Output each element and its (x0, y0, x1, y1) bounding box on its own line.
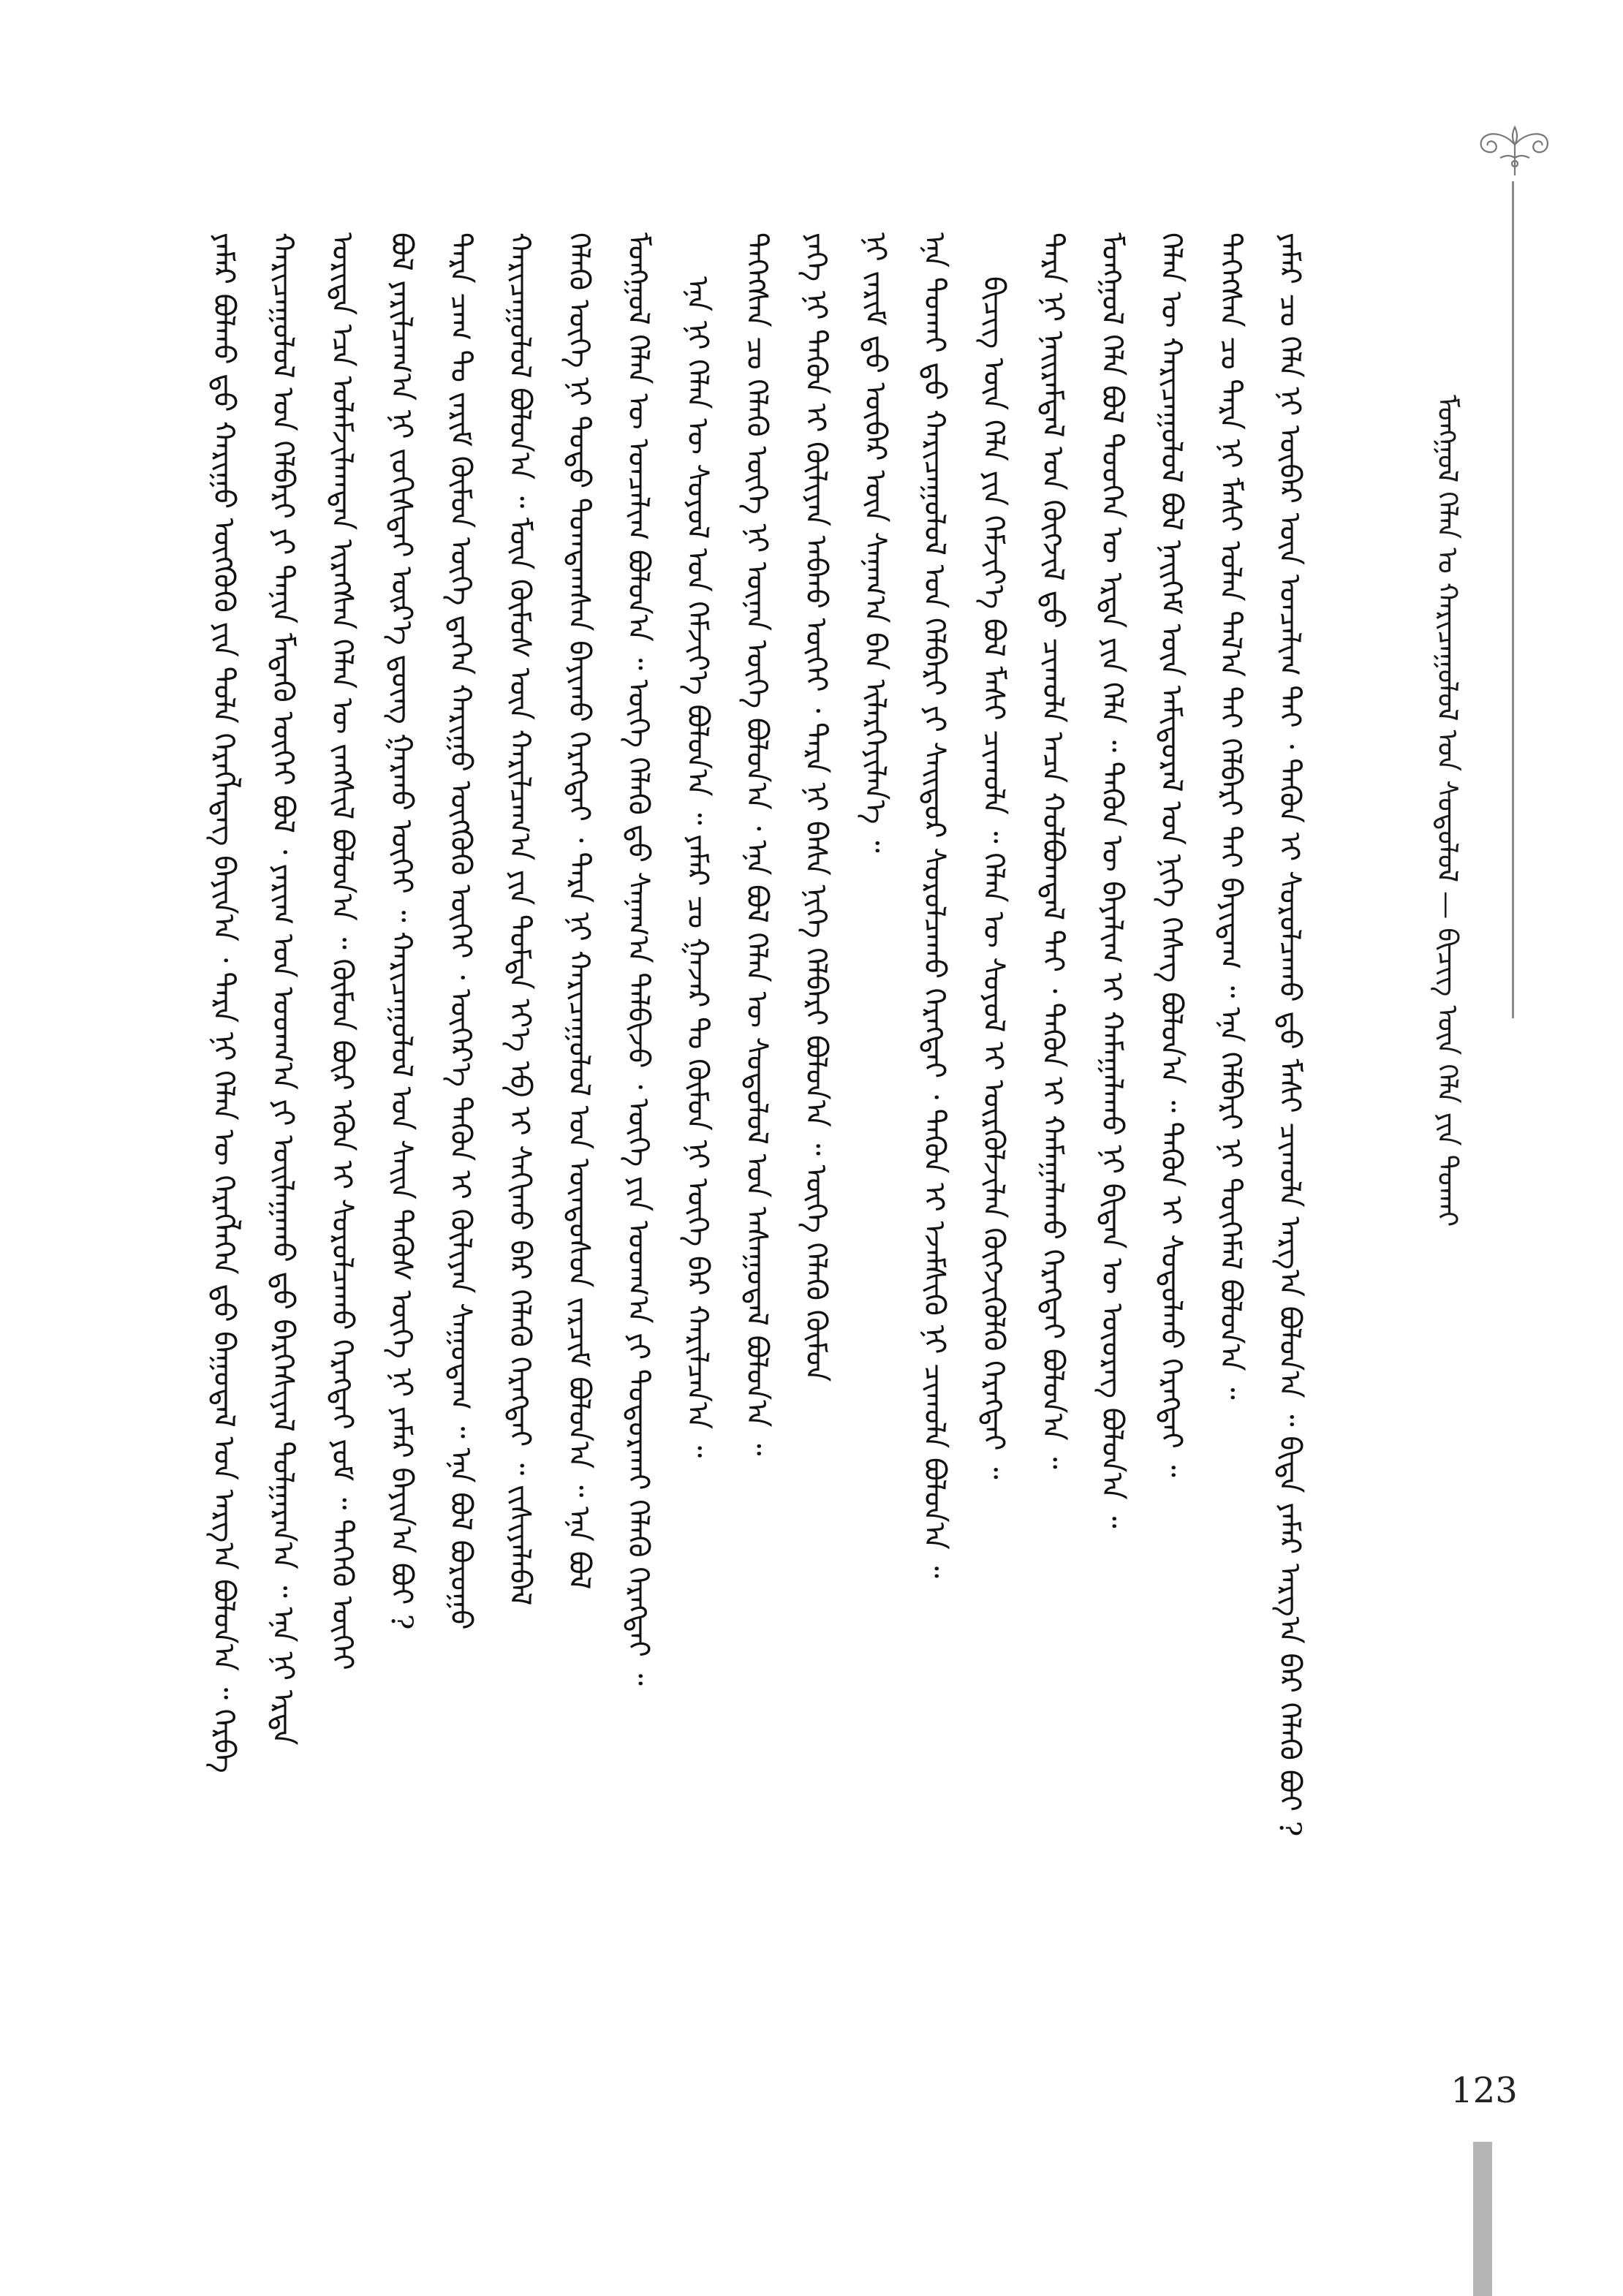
text-column: ᠪᠣᠯ ᠶᠠᠷᠢᠯᠴᠠᠭ᠎ᠠ ᠨᠢ ᠵᠣᠬᠢᠰᠲᠠᠢ ᠦᠷ᠎ᠡ ᠳ᠋ᠦᠩ ᠭᠠᠷᠬᠤ ᠦᠭᠡᠢ ᠃ ᠬᠠᠷᠢᠴᠠᠭᠤᠯᠤᠯ ᠤᠨ ᠰᠠᠢᠨ ᠲᠡᠭᠦᠰ ᠦᠭᠡ ᠨᠢ ᠶᠠᠮᠠᠷ ᠪᠠᠶᠢᠨ᠎ᠠ ᠪᠤᠢ ? (385, 232, 418, 1630)
text-column: ᠡᠨᠡ ᠨᠢ ᠬᠡᠯᠡᠨ ᠦ ᠰᠣᠶᠣᠯ ᠤᠨ ᠬᠡᠮᠵᠢᠶ᠎ᠡ ᠪᠣᠯᠤᠨ᠎ᠠ ᠃ ᠶᠠᠮᠠᠷ ᠴᠤ ᠭᠠᠵᠠᠷ ᠲᠤ ᠬᠦᠮᠦᠨ ᠨᠢ ᠦᠭᠡ ᠪᠡᠷ ᠬᠠᠷᠢᠯᠴᠠᠨ᠎ᠠ ᠃ (681, 276, 714, 1458)
text-column: ᠬᠡᠯᠡᠨ ᠦ ᠬᠠᠷᠢᠴᠠᠭᠤᠯᠤᠯ ᠪᠣᠯ ᠨᠡᠢᠭᠡᠮ ᠦᠨ ᠠᠮᠢᠳᠤᠷᠠᠯ ᠤᠨ ᠨᠢᠭᠡ ᠬᠡᠰᠡᠭ ᠪᠣᠯᠤᠨ᠎ᠠ ᠃ ᠲᠡᠭᠦᠨ ᠢ ᠰᠤᠳᠤᠯᠬᠤ ᠬᠡᠷᠡᠭᠲᠡᠢ ᠃ (1154, 232, 1188, 1477)
text-column: ᠤᠷᠢᠳᠠ ᠡᠴᠡ ᠤᠯᠠᠮᠵᠢᠯᠠᠭᠳᠠᠨ ᠢᠷᠡᠭᠰᠡᠨ ᠬᠡᠯᠡᠨ ᠦ ᠵᠠᠩᠱᠢᠯ ᠪᠣᠯᠤᠨ᠎ᠠ ᠃ ᠬᠦᠮᠦᠨ ᠪᠦᠷ ᠡᠭᠦᠨ ᠢ ᠰᠤᠷᠤᠯᠴᠠᠬᠤ ᠬᠡᠷᠡᠭᠲᠡᠢ ᠶᠤᠮ ᠃ ᠲᠡᠭᠡᠬᠦ ᠦᠭᠡᠢ (325, 232, 359, 1670)
text-column: ᠬᠠᠷᠢᠴᠠᠭᠤᠯᠤᠯ ᠪᠣᠯᠤᠨ᠎ᠠ ᠃ ᠮᠥᠨ ᠬᠦᠮᠦᠰ ᠦᠨ ᠬᠠᠷᠢᠯᠴᠠᠭ᠎ᠠ ᠶᠢᠨ ᠳᠤᠮᠳᠠ ᠡᠶ᠎ᠡ ᠡᠪ ᠢ ᠰᠠᠬᠢᠬᠤ ᠪᠠᠷ ᠬᠡᠯᠡᠬᠦ ᠬᠡᠷᠡᠭᠲᠡᠢ ᠃ ᠵᠢᠱᠢᠶᠡᠯᠡᠪᠡᠯ (503, 232, 537, 1606)
running-head: ᠮᠣᠩᠭᠣᠯ ᠬᠡᠯᠡᠨ ᠤ ᠬᠠᠷᠢᠴᠠᠭᠤᠯᠤᠯ ᠤᠨ ᠰᠤᠳᠤᠯᠤᠯ — ᠪᠢᠴᠢᠭ ᠦᠨ ᠬᠡᠯᠡ ᠶᠢᠨ ᠲᠤᠬᠠᠢ (1431, 395, 1464, 1227)
body-text (194, 232, 1396, 2000)
text-column: ᠪᠢᠴᠢᠭ ᠦᠨ ᠬᠡᠯᠡ ᠶᠢᠨ ᠬᠡᠮᠵᠢᠶ᠎ᠡ ᠪᠣᠯ ᠮᠠᠰᠢ ᠴᠢᠬᠤᠯᠠ ᠃ ᠬᠡᠯᠡᠨ ᠦ ᠰᠣᠶᠣᠯ ᠢ ᠦᠷᠭᠦᠯᠵᠢᠯᠡᠨ ᠬᠥᠭᠵᠢᠭᠦᠯᠬᠦ ᠬᠡᠷᠡᠭᠲᠡᠢ ᠃ (977, 276, 1010, 1479)
text-column: ᠮᠣᠩᠭᠣᠯ ᠬᠡᠯᠡ ᠪᠣᠯ ᠲᠤᠦᠬᠡᠨ ᠦ ᠡᠷᠲᠡ ᠶᠢᠨ ᠬᠡᠯᠡ ᠃ ᠲᠡᠭᠦᠨ ᠦ ᠪᠠᠶᠠᠯᠢᠭ ᠢ ᠬᠠᠮᠠᠭᠠᠯᠠᠬᠤ ᠨᠢ ᠪᠢᠳᠡᠨ ᠦ ᠦᠦᠷᠡᠭ ᠪᠣᠯᠤᠨ᠎ᠠ ᠃ (1095, 232, 1129, 1528)
decorative-ornament-icon (1471, 123, 1551, 181)
page-number: 123 (1450, 2070, 1518, 2111)
text-column: ᠬᠠᠷᠢᠴᠠᠭᠤᠯᠤᠯ ᠤᠨ ᠬᠡᠯᠪᠡᠷᠢ ᠶᠢ ᠲᠠᠨᠢᠨ ᠮᠡᠳᠡᠬᠦ ᠦᠭᠡᠢ ᠪᠣᠯ ᠂ ᠶᠠᠷᠢᠭ ᠤᠨ ᠤᠳᠬ᠎ᠠ ᠶᠢ ᠣᠢᠯᠠᠭᠠᠬᠤ ᠳ᠋ᠤ ᠪᠡᠷᠬᠡᠰᠢᠶᠡᠯ ᠲᠤᠯᠭᠠᠷᠠᠨ᠎ᠠ ᠃ ᠡᠨᠡ ᠨᠢ ᠡᠷᠲᠡ (266, 232, 300, 1746)
text-column: ᠬᠡᠯᠡᠬᠦ ᠦᠭᠡ ᠨᠢ ᠲᠣᠳᠣ ᠲᠣᠭᠲᠠᠭᠰᠠᠨ ᠪᠠᠶᠢᠬᠤ ᠬᠡᠷᠡᠭᠲᠡᠢ ᠂ ᠲᠡᠷᠡ ᠨᠢ ᠬᠠᠷᠢᠴᠠᠭᠤᠯᠤᠯ ᠤᠨ ᠦᠨᠳᠦᠰᠦᠨ ᠵᠠᠷᠴᠢᠮ ᠪᠣᠯᠤᠨ᠎ᠠ ᠃ ᠡᠨᠡ ᠪᠣᠯ (562, 232, 596, 1590)
text-column: ᠲᠡᠷᠡ ᠨᠢ ᠨᠠᠢᠷᠠᠮᠳᠠᠯ ᠤᠨ ᠬᠥᠭᠵᠢᠯ ᠳ᠋ᠤ ᠴᠢᠬᠤᠯᠠ ᠠᠴᠠ ᠬᠣᠯᠪᠣᠭᠳᠠᠯ ᠲᠠᠢ ᠂ ᠲᠡᠭᠦᠨ ᠢ ᠬᠠᠮᠠᠭᠠᠯᠠᠬᠤ ᠬᠡᠷᠡᠭᠲᠡᠢ ᠪᠣᠯᠤᠨ᠎ᠠ ᠃ (1036, 232, 1070, 1469)
text-column: ᠲᠡᠭᠡᠭᠰᠡᠨ ᠴᠤ ᠬᠡᠯᠡᠬᠦ ᠦᠭᠡ ᠨᠢ ᠦᠨᠡᠨ ᠦᠭᠡ ᠪᠣᠯᠤᠨ᠎ᠠ ᠂ ᠡᠨᠡ ᠪᠣᠯ ᠬᠡᠯᠡᠨ ᠦ ᠰᠤᠳᠤᠯᠤᠯ ᠤᠨ ᠠᠰᠠᠭᠤᠳᠠᠯ ᠪᠣᠯᠤᠨ᠎ᠠ ᠃ (740, 232, 773, 1456)
text-column: ᠲᠡᠷᠡ ᠴᠠᠭ ᠲᠤ ᠵᠠᠷᠢᠮ ᠬᠦᠮᠦᠨ ᠦᠭᠡ ᠳ᠋ᠡᠭᠡᠨ ᠬᠠᠷᠢᠭᠤ ᠦᠭᠭᠦᠬᠦ ᠦᠭᠡᠢ ᠂ ᠥᠭᠡᠷ᠎ᠡ ᠲᠡᠭᠦᠨ ᠢ ᠬᠦᠯᠢᠶᠡᠨ ᠰᠠᠭᠤᠳᠠᠭ ᠃ ᠡᠨᠡ ᠪᠣᠯ ᠪᠤᠷᠤᠭᠤ (444, 232, 477, 1630)
text-column: ᠡᠨᠡ ᠲᠤᠬᠠᠢ ᠳ᠋ᠤ ᠬᠠᠷᠢᠴᠠᠭᠤᠯᠤᠯ ᠤᠨ ᠬᠡᠯᠪᠡᠷᠢ ᠶᠢ ᠰᠠᠢᠲᠤᠷ ᠰᠤᠷᠤᠯᠴᠠᠬᠤ ᠬᠡᠷᠡᠭᠲᠡᠢ ᠂ ᠲᠡᠭᠦᠨ ᠢ ᠡᠵᠡᠮᠰᠢᠬᠦ ᠨᠢ ᠴᠢᠬᠤᠯᠠ ᠪᠣᠯᠤᠨ᠎ᠠ ᠃ (918, 232, 951, 1578)
text-column: ᠶᠡᠬᠡ ᠨᠢ ᠲᠡᠭᠦᠨ ᠢ ᠬᠦᠯᠢᠶᠡᠨ ᠠᠪᠬᠤ ᠦᠭᠡᠢ ᠂ ᠲᠡᠷᠡ ᠨᠢ ᠪᠠᠰᠠ ᠨᠢᠭᠡ ᠬᠡᠯᠪᠡᠷᠢ ᠪᠣᠯᠤᠨ᠎ᠠ ᠃ ᠦᠭᠡ ᠬᠡᠯᠡᠬᠦ ᠬᠦᠮᠦᠨ (799, 232, 833, 1382)
text-column: ᠨᠢ ᠵᠠᠷᠢᠮ ᠳ᠋ᠤ ᠥᠪᠡᠷ ᠦᠨ ᠰᠠᠨᠠᠭ᠎ᠠ ᠪᠠᠨ ᠢᠯᠡᠷᠬᠡᠶᠢᠯᠡᠨ᠎ᠡ ᠃ (858, 232, 892, 853)
page-edge-tab (1473, 2142, 1492, 2296)
text-column: ᠮᠣᠩᠭᠣᠯ ᠬᠡᠯᠡᠨ ᠦ ᠣᠨᠴᠠᠯᠢᠭ ᠪᠣᠯᠤᠨ᠎ᠠ ᠃ ᠦᠭᠡ ᠬᠡᠯᠡᠬᠦ ᠳ᠋ᠤ ᠰᠠᠨᠠᠭ᠎ᠠ ᠲᠠᠯᠪᠢᠵᠤ ᠂ ᠦᠭᠡ ᠶᠢᠨ ᠤᠳᠬ᠎ᠠ ᠶᠢ ᠲᠣᠳᠣᠷᠬᠠᠶ ᠬᠡᠯᠡᠬᠦ ᠬᠡᠷᠡᠭᠲᠡᠢ ᠃ (621, 232, 655, 1686)
text-column: ᠶᠠᠮᠠᠷ ᠴᠤ ᠬᠡᠯᠡ ᠨᠢ ᠥᠪᠡᠷ ᠦᠨ ᠣᠨᠴᠠᠯᠢᠭ ᠲᠠᠢ ᠂ ᠲᠡᠭᠦᠨ ᠢ ᠰᠤᠷᠤᠯᠴᠠᠬᠤ ᠳ᠋ᠤ ᠮᠠᠰᠢ ᠴᠢᠬᠤᠯᠠ ᠠᠷᠭ᠎ᠠ ᠪᠣᠯᠤᠨ᠎ᠠ ᠃ ᠪᠢᠳᠡ ᠶᠠᠮᠠᠷ ᠠᠷᠭ᠎ᠠ ᠪᠡᠷ ᠬᠡᠯᠡᠬᠦ ᠪᠣᠢ ? (1273, 232, 1306, 1837)
text-column: ᠲᠡᠭᠡᠭᠰᠡᠨ ᠴᠤ ᠲᠡᠷᠡ ᠨᠢ ᠮᠠᠰᠢ ᠣᠯᠠᠨ ᠲᠠᠯ᠎ᠠ ᠲᠠᠢ ᠬᠡᠯᠪᠡᠷᠢ ᠲᠠᠢ ᠪᠠᠶᠢᠳᠠᠭ ᠃ ᠡᠨᠡ ᠬᠡᠯᠪᠡᠷᠢ ᠨᠢ ᠲᠦᠭᠡᠮᠡᠯ ᠪᠣᠯᠤᠨ᠎ᠠ ᠃ (1214, 232, 1247, 1400)
header-rule (1512, 181, 1514, 1018)
text-column: ᠶᠠᠮᠠᠷ ᠪᠣᠯᠬᠤ ᠳ᠋ᠤ ᠬᠠᠷᠢᠭᠤ ᠦᠭᠭᠦᠬᠦ ᠶᠢᠨ ᠲᠤᠯᠠ ᠬᠡᠷᠡᠭᠯᠡᠳᠡᠭ ᠪᠠᠶᠢᠨ᠎ᠠ ᠂ ᠲᠡᠷᠡ ᠨᠢ ᠬᠡᠯᠡᠨ ᠦ ᠬᠡᠷᠡᠭᠯᠡᠭᠡᠨ ᠳ᠋ᠤ ᠪᠠᠭᠤᠳᠠᠯ ᠤᠨ ᠠᠷᠭ᠎ᠠ ᠪᠣᠯᠤᠨ᠎ᠠ ᠃ ᠬᠡᠷᠪᠡ (207, 232, 241, 1773)
